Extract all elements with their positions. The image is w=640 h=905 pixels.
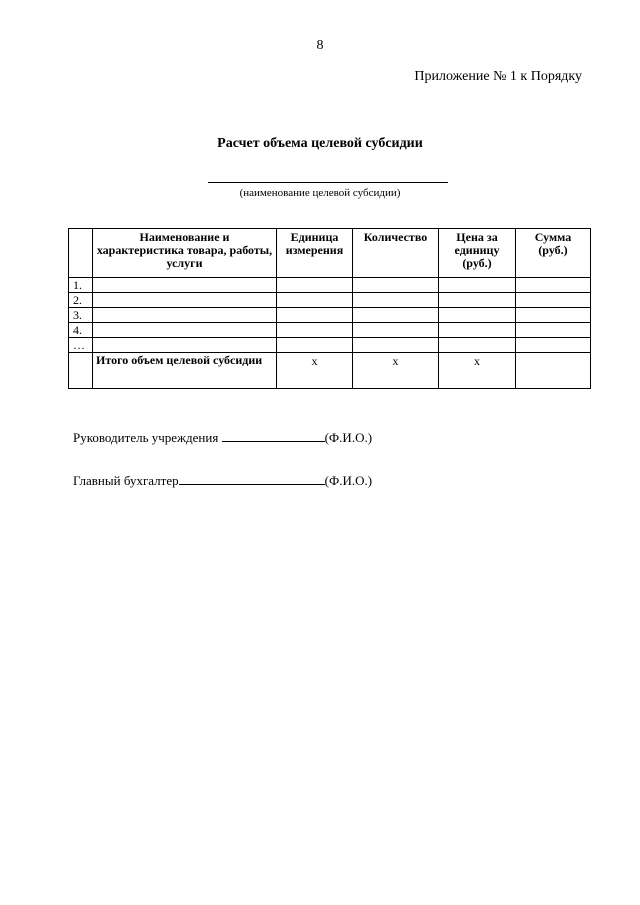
header-number bbox=[69, 229, 93, 278]
cell-quantity bbox=[353, 308, 439, 323]
document-title: Расчет объема целевой субсидии bbox=[217, 136, 423, 151]
cell-sum bbox=[516, 278, 591, 293]
header-unit: Единица измерения bbox=[277, 229, 353, 278]
cell-name bbox=[93, 308, 277, 323]
cell-sum bbox=[516, 323, 591, 338]
head-signature-line bbox=[73, 430, 372, 446]
page-number: 8 bbox=[316, 38, 324, 53]
subsidy-name-caption: (наименование целевой субсидии) bbox=[239, 187, 401, 199]
header-quantity: Количество bbox=[353, 229, 439, 278]
cell-unit bbox=[277, 278, 353, 293]
cell-price bbox=[439, 338, 516, 353]
row-number: 1. bbox=[69, 278, 93, 293]
cell-sum bbox=[516, 308, 591, 323]
total-unit-mark: x bbox=[277, 353, 353, 389]
cell-name bbox=[93, 323, 277, 338]
cell-name bbox=[93, 278, 277, 293]
calculation-table bbox=[68, 228, 591, 389]
cell-price bbox=[439, 323, 516, 338]
chief-accountant-signature-line bbox=[73, 473, 372, 489]
cell-quantity bbox=[353, 293, 439, 308]
cell-price bbox=[439, 293, 516, 308]
cell-quantity bbox=[353, 278, 439, 293]
total-row bbox=[69, 353, 591, 389]
table-row bbox=[69, 323, 591, 338]
header-name: Наименование и характеристика товара, работы, услуги bbox=[93, 229, 277, 278]
chief-accountant-name-caption: (Ф.И.О.) bbox=[324, 473, 373, 488]
row-number: 3. bbox=[69, 308, 93, 323]
table-row bbox=[69, 293, 591, 308]
cell-quantity bbox=[353, 338, 439, 353]
total-sum-cell bbox=[516, 353, 591, 389]
header-sum: Сумма (руб.) bbox=[516, 229, 591, 278]
total-label: Итого объем целевой субсидии bbox=[93, 353, 277, 389]
header-price: Цена за единицу (руб.) bbox=[439, 229, 516, 278]
cell-name bbox=[93, 293, 277, 308]
cell-unit bbox=[277, 338, 353, 353]
head-label: Руководитель учреждения bbox=[73, 430, 219, 445]
subsidy-name-blank-line bbox=[208, 182, 448, 183]
row-number: 2. bbox=[69, 293, 93, 308]
cell-price bbox=[439, 308, 516, 323]
cell-unit bbox=[277, 323, 353, 338]
appendix-label: Приложение № 1 к Порядку bbox=[414, 69, 582, 84]
cell-sum bbox=[516, 338, 591, 353]
cell-unit bbox=[277, 293, 353, 308]
total-number-cell bbox=[69, 353, 93, 389]
head-name-caption: (Ф.И.О.) bbox=[324, 430, 373, 445]
cell-unit bbox=[277, 308, 353, 323]
chief-accountant-label: Главный бухгалтер bbox=[73, 473, 179, 488]
table-header-row bbox=[69, 229, 591, 278]
cell-sum bbox=[516, 293, 591, 308]
cell-name bbox=[93, 338, 277, 353]
chief-accountant-signature-blank bbox=[179, 473, 325, 485]
cell-price bbox=[439, 278, 516, 293]
row-number: 4. bbox=[69, 323, 93, 338]
row-number: … bbox=[69, 338, 93, 353]
head-signature-blank bbox=[222, 430, 325, 442]
total-quantity-mark: x bbox=[353, 353, 439, 389]
table-row bbox=[69, 338, 591, 353]
cell-quantity bbox=[353, 323, 439, 338]
table-row bbox=[69, 308, 591, 323]
total-price-mark: x bbox=[439, 353, 516, 389]
table-row bbox=[69, 278, 591, 293]
